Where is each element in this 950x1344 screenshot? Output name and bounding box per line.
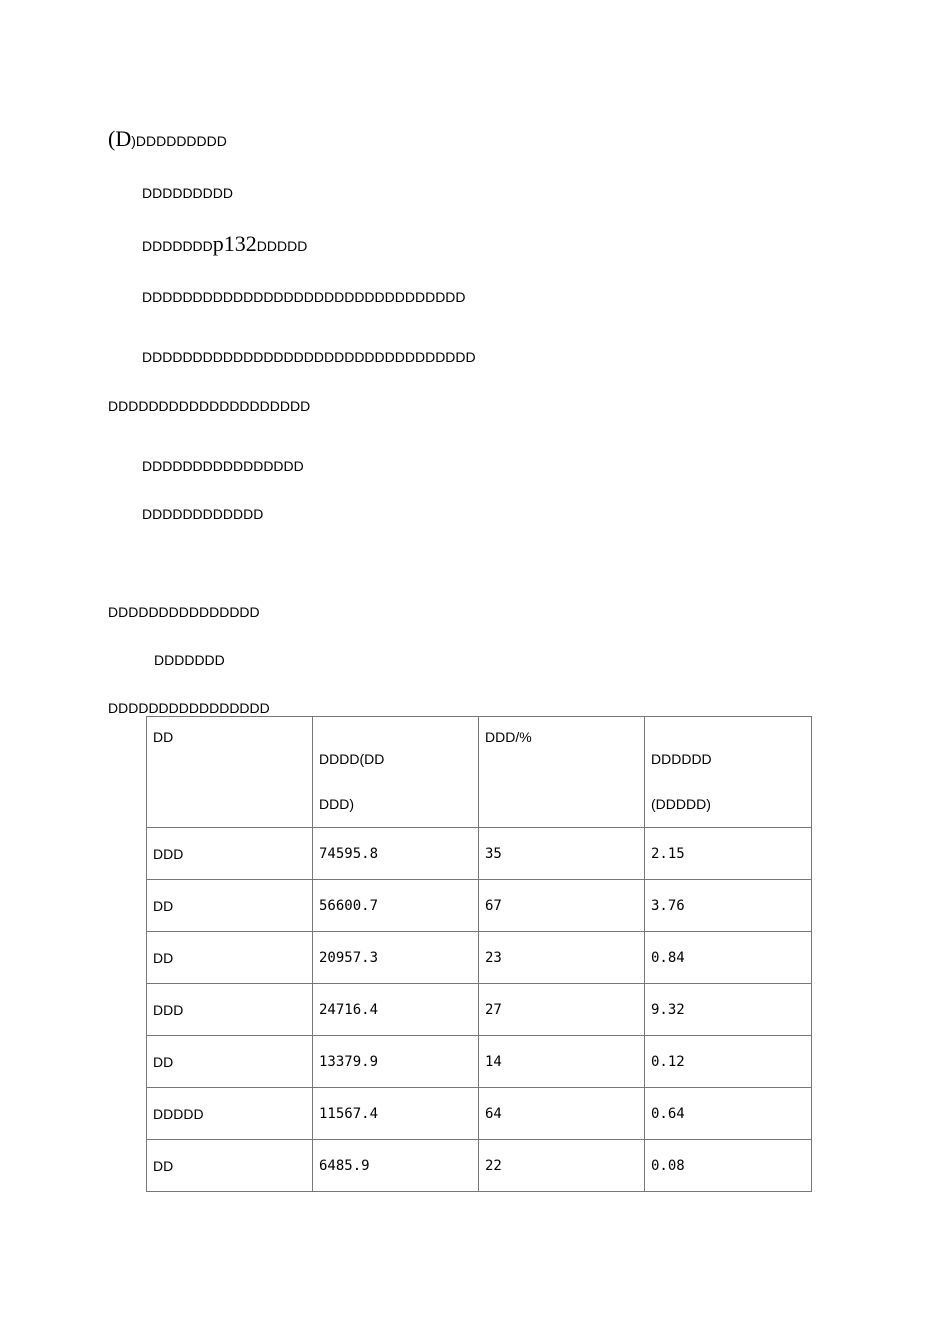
header-cell-2	[313, 717, 479, 828]
row-value-1: 6485.9	[313, 1140, 479, 1192]
paragraph-line-4: DDDDDDDDDDDDDDDDDDDDDDDDDDDDDDDD	[142, 289, 466, 305]
row-value-3: 0.84	[645, 932, 812, 984]
paragraph-line-5: DDDDDDDDDDDDDDDDDDDDDDDDDDDDDDDDD	[142, 349, 476, 365]
table-row	[147, 828, 812, 880]
header-col4-label	[651, 717, 805, 827]
row-value-1: 24716.4	[313, 984, 479, 1036]
row-name: DD	[147, 880, 313, 932]
row-value-3: 0.08	[645, 1140, 812, 1192]
header-col2-label	[319, 717, 472, 827]
table-row	[147, 1140, 812, 1192]
paragraph-line-6: DDDDDDDDDDDDDDDDDDDD	[108, 398, 311, 414]
table-row	[147, 932, 812, 984]
row-value-3: 2.15	[645, 828, 812, 880]
row-name: DDDDD	[147, 1088, 313, 1140]
row-value-3: 9.32	[645, 984, 812, 1036]
header-col3-label: DDD/%	[485, 729, 532, 745]
row-value-1: 56600.7	[313, 880, 479, 932]
table-header-row	[147, 717, 812, 828]
row-value-2: 23	[479, 932, 645, 984]
line3-suffix: DDDDD	[256, 238, 308, 254]
row-value-1: 74595.8	[313, 828, 479, 880]
header-cell-1	[147, 717, 313, 828]
line3-prefix: DDDDDDD	[142, 238, 213, 254]
paragraph-line-8: DDDDDDDDDDDD	[142, 506, 264, 522]
row-value-2: 14	[479, 1036, 645, 1088]
row-value-2: 27	[479, 984, 645, 1036]
header-col4-line1: DDDDDD	[651, 751, 712, 767]
paragraph-line-9: DDDDDDDDDDDDDDD	[108, 604, 260, 620]
section-heading-text: )DDDDDDDDD	[131, 133, 227, 149]
header-col2-line1: DDDD(DD	[319, 751, 385, 767]
row-value-1: 11567.4	[313, 1088, 479, 1140]
table-row	[147, 1088, 812, 1140]
row-value-2: 22	[479, 1140, 645, 1192]
row-name: DD	[147, 1140, 313, 1192]
section-heading-prefix: (D	[108, 126, 132, 151]
header-cell-3	[479, 717, 645, 828]
row-name: DDD	[147, 828, 313, 880]
paragraph-line-3	[142, 231, 308, 256]
header-col2-line2: DDD)	[319, 796, 354, 812]
paragraph-line-10: DDDDDDD	[154, 652, 225, 668]
row-value-3: 0.12	[645, 1036, 812, 1088]
row-name: DD	[147, 932, 313, 984]
section-heading	[108, 126, 227, 151]
data-table	[146, 716, 812, 1192]
table-caption: DDDDDDDDDDDDDDDD	[108, 700, 270, 716]
row-value-2: 35	[479, 828, 645, 880]
header-cell-4	[645, 717, 812, 828]
row-value-1: 13379.9	[313, 1036, 479, 1088]
row-name: DDD	[147, 984, 313, 1036]
header-col1-label: DD	[153, 729, 174, 745]
row-value-1: 20957.3	[313, 932, 479, 984]
line3-code: p132	[212, 231, 257, 256]
table-row	[147, 1036, 812, 1088]
row-value-2: 64	[479, 1088, 645, 1140]
table-row	[147, 984, 812, 1036]
row-value-3: 0.64	[645, 1088, 812, 1140]
row-value-2: 67	[479, 880, 645, 932]
row-name: DD	[147, 1036, 313, 1088]
paragraph-line-2: DDDDDDDDD	[142, 185, 233, 201]
row-value-3: 3.76	[645, 880, 812, 932]
header-col4-line2: (DDDDD)	[651, 796, 711, 812]
table-row	[147, 880, 812, 932]
paragraph-line-7: DDDDDDDDDDDDDDDD	[142, 458, 304, 474]
